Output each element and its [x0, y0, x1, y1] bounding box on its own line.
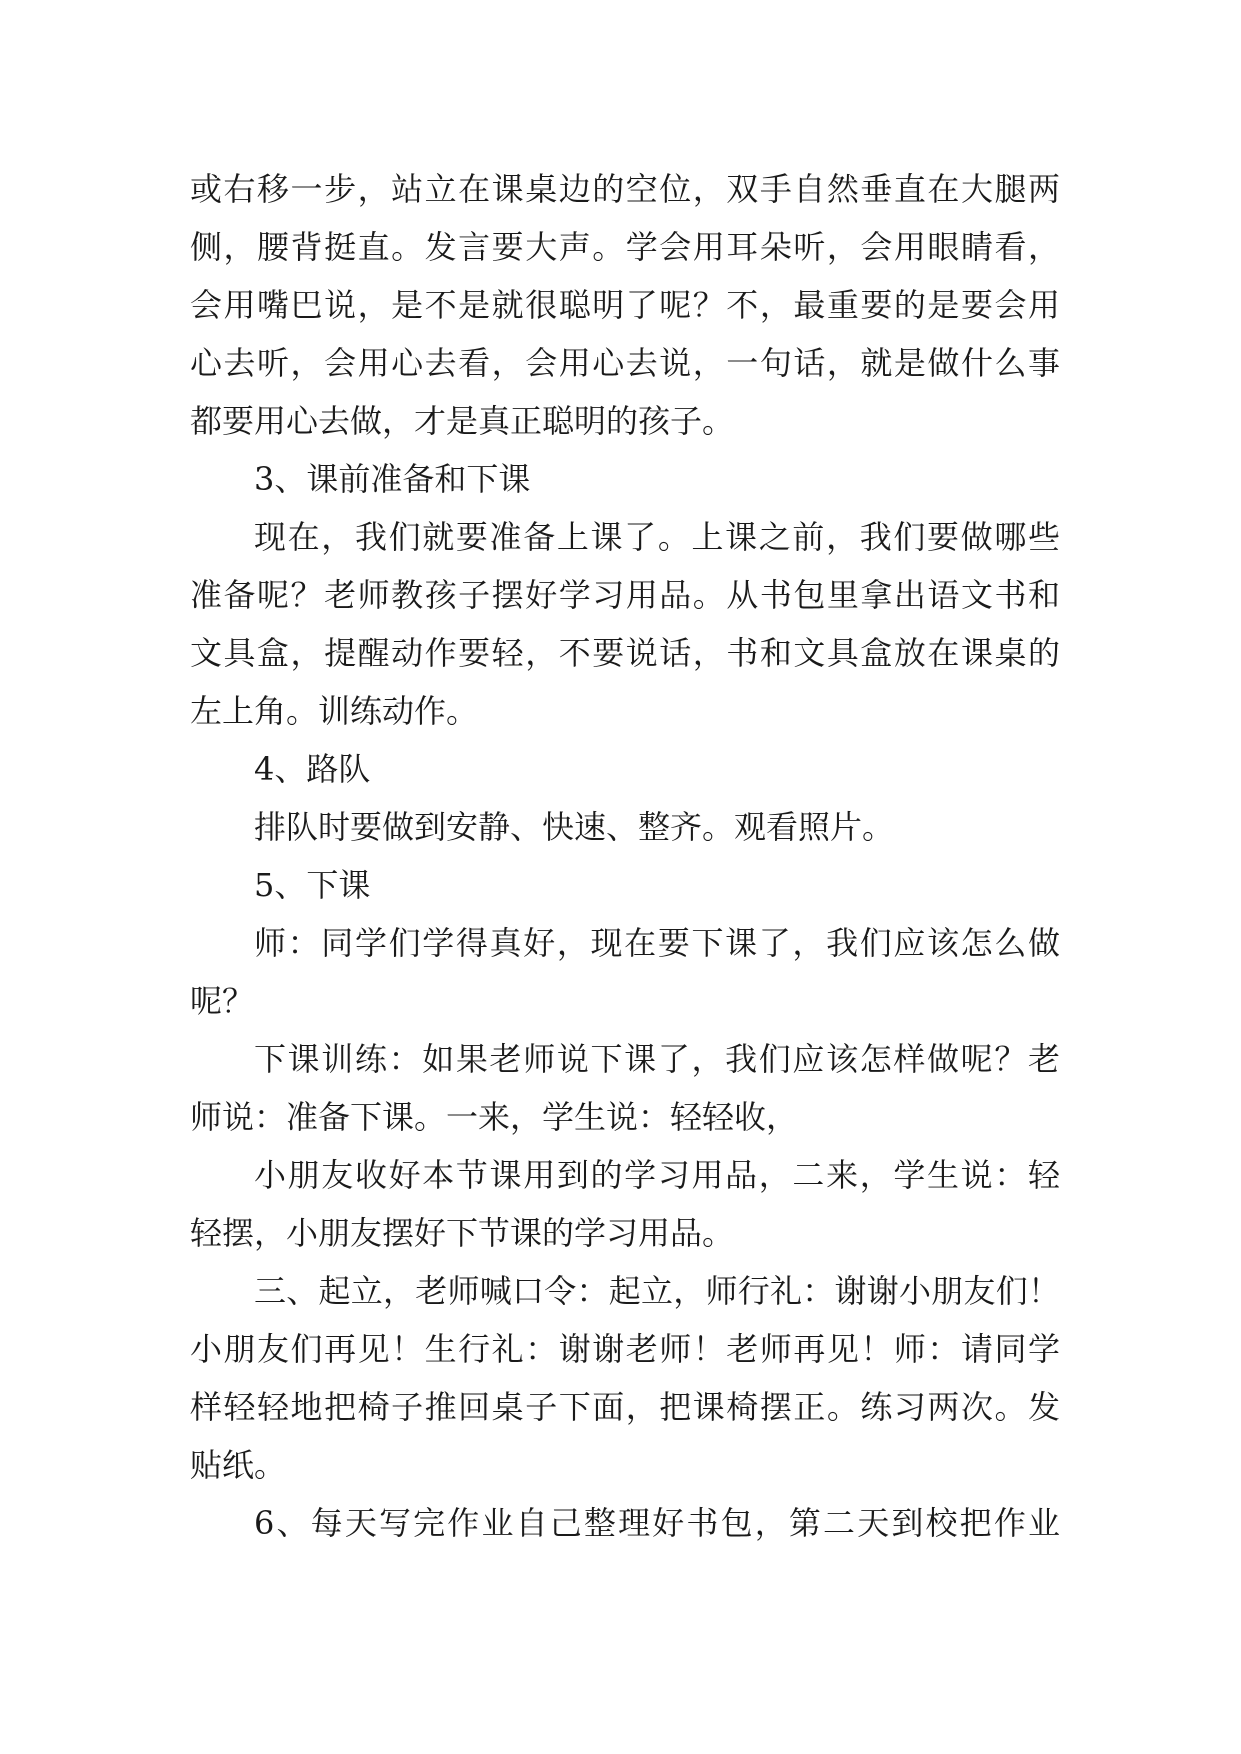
text-line: 现在，我们就要准备上课了。上课之前，我们要做哪些: [254, 518, 1060, 556]
text-line: 心去听，会用心去看，会用心去说，一句话，就是做什么事: [190, 344, 1060, 382]
text-line: 小朋友收好本节课用到的学习用品，二来，学生说：轻: [254, 1156, 1060, 1194]
text-line: 都要用心去做，才是真正聪明的孩子。: [190, 402, 735, 440]
text-line: 4、路队: [254, 750, 371, 788]
text-line: 或右移一步，站立在课桌边的空位，双手自然垂直在大腿两: [190, 170, 1060, 208]
text-line: 小朋友们再见！生行礼：谢谢老师！老师再见！师：请同学: [190, 1330, 1060, 1368]
text-line: 排队时要做到安静、快速、整齐。观看照片。: [254, 808, 895, 846]
text-line: 3、课前准备和下课: [254, 460, 531, 498]
text-line: 贴纸。: [190, 1446, 287, 1484]
text-line: 样轻轻地把椅子推回桌子下面，把课椅摆正。练习两次。发: [190, 1388, 1060, 1426]
text-line: 下课训练：如果老师说下课了，我们应该怎样做呢？老: [254, 1040, 1060, 1078]
text-line: 师说：准备下课。一来，学生说：轻轻收，: [190, 1098, 799, 1136]
text-line: 侧，腰背挺直。发言要大声。学会用耳朵听，会用眼睛看，: [190, 228, 1060, 266]
text-line: 三、起立，老师喊口令：起立，师行礼：谢谢小朋友们！: [254, 1272, 1060, 1310]
text-line: 师：同学们学得真好，现在要下课了，我们应该怎么做: [254, 924, 1060, 962]
body-text: [190, 160, 1060, 1552]
text-line: 会用嘴巴说，是不是就很聪明了呢？不，最重要的是要会用: [190, 286, 1060, 324]
text-line: 准备呢？老师教孩子摆好学习用品。从书包里拿出语文书和: [190, 576, 1060, 614]
text-line: 6、每天写完作业自己整理好书包，第二天到校把作业: [254, 1504, 1060, 1542]
text-line: 呢？: [190, 982, 255, 1020]
text-line: 轻摆，小朋友摆好下节课的学习用品。: [190, 1214, 735, 1252]
text-line: 文具盒，提醒动作要轻，不要说话，书和文具盒放在课桌的: [190, 634, 1060, 672]
text-line: 左上角。训练动作。: [190, 692, 479, 730]
text-line: 5、下课: [254, 866, 371, 904]
